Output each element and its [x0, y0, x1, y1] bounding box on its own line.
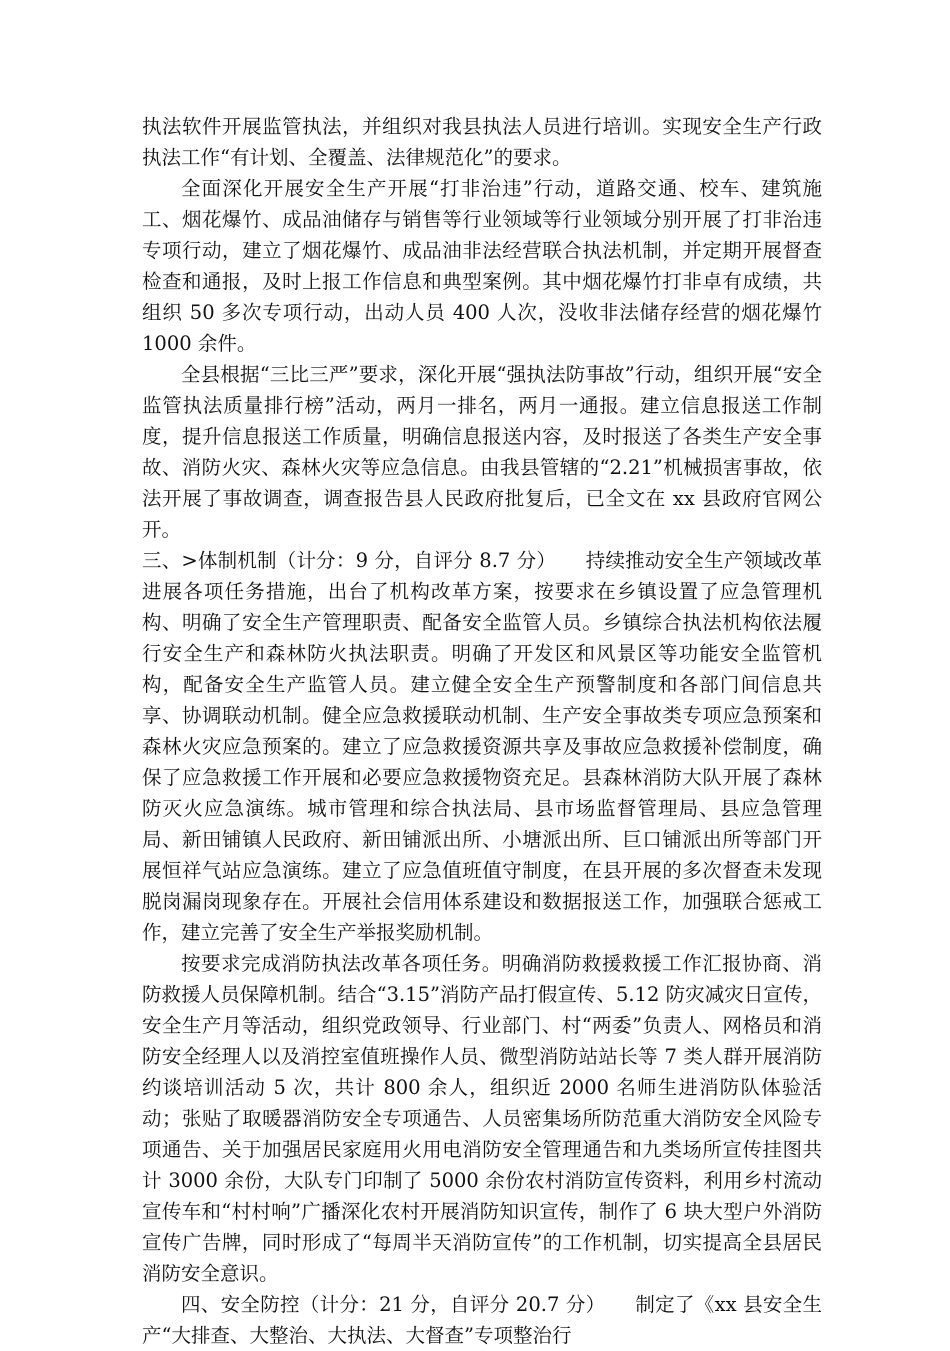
paragraph-crackdown-campaign: 全面深化开展安全生产开展“打非治违”行动，道路交通、校车、建筑施工、烟花爆竹、成品油储存与销售等行业领域等行业领域分别开展了打非治违专项行动，建立了烟花爆竹、成品油非法经营联合执法机制，并定期开展督查检查和通报，及时上报工作信息和典型案例。其中烟花爆竹打非卓有成绩，共组织 50 多次专项行动，出动人员 400 人次，没收非法储存经营的烟花爆竹 1000 余件。 [142, 177, 822, 355]
paragraph-system-mechanism: 三、>体制机制（计分：9 分，自评分 8.7 分） 持续推动安全生产领域改革进展各项任务措施，出台了机构改革方案，按要求在乡镇设置了应急管理机构、明确了安全生产管理职责、配备安全监管人员。乡镇综合执法机构依法履行安全生产和森林防火执法职责。明确了开发区和风景区等功能安全监管机构，配备安全生产监管人员。建立健全安全生产预警制度和各部门间信息共享、协调联动机制。健全应急救援联动机制、生产安全事故类专项应急预案和森林火灾应急预案的。建立了应急救援资源共享及事故应急救援补偿制度，确保了应急救援工作开展和必要应急救援物资充足。县森林消防大队开展了森林防灭火应急演练。城市管理和综合执法局、县市场监督管理局、县应急管理局、新田铺镇人民政府、新田铺派出所、小塘派出所、巨口铺派出所等部门开展恒祥气站应急演练。建立了应急值班值守制度，在县开展的多次督查未发现脱岗漏岗现象存在。开展社会信用体系建设和数据报送工作，加强联合惩戒工作，建立完善了安全生产举报奖励机制。 [142, 549, 822, 944]
document-body [142, 111, 822, 1351]
paragraph-law-enforcement-training: 执法软件开展监管执法，并组织对我县执法人员进行培训。实现安全生产行政执法工作“有计划、全覆盖、法律规范化”的要求。 [142, 115, 822, 169]
paragraph-safety-prevention: 四、安全防控（计分：21 分，自评分 20.7 分） 制定了《xx 县安全生产“大排查、大整治、大执法、大督查”专项整治行 [142, 1293, 822, 1347]
paragraph-fire-reform: 按要求完成消防执法改革各项任务。明确消防救援救援工作汇报协商、消防救援人员保障机制。结合“3.15”消防产品打假宣传、5.12 防灾减灾日宣传，安全生产月等活动，组织党政领导、行业部门、村“两委”负责人、网格员和消防安全经理人以及消控室值班操作人员、微型消防站站长等 7 类人群开展消防约谈培训活动 5 次，共计 800 余人，组织近 2000 名师生进消防队体验活动；张贴了取暖器消防安全专项通告、人员密集场所防范重大消防安全风险专项通告、关于加强居民家庭用火用电消防安全管理通告和九类场所宣传挂图共计 3000 余份，大队专门印制了 5000 余份农村消防宣传资料，利用乡村流动宣传车和“村村响”广播深化农村开展消防知识宣传，制作了 6 块大型户外消防宣传广告牌，同时形成了“每周半天消防宣传”的工作机制，切实提高全县居民消防安全意识。 [142, 952, 822, 1285]
paragraph-enforcement-reporting: 全县根据“三比三严”要求，深化开展“强执法防事故”行动，组织开展“安全监管执法质量排行榜”活动，两月一排名，两月一通报。建立信息报送工作制度，提升信息报送工作质量，明确信息报送内容，及时报送了各类生产安全事故、消防火灾、森林火灾等应急信息。由我县管辖的“2.21”机械损害事故，依法开展了事故调查，调查报告县人民政府批复后，已全文在 xx 县政府官网公开。 [142, 363, 822, 541]
